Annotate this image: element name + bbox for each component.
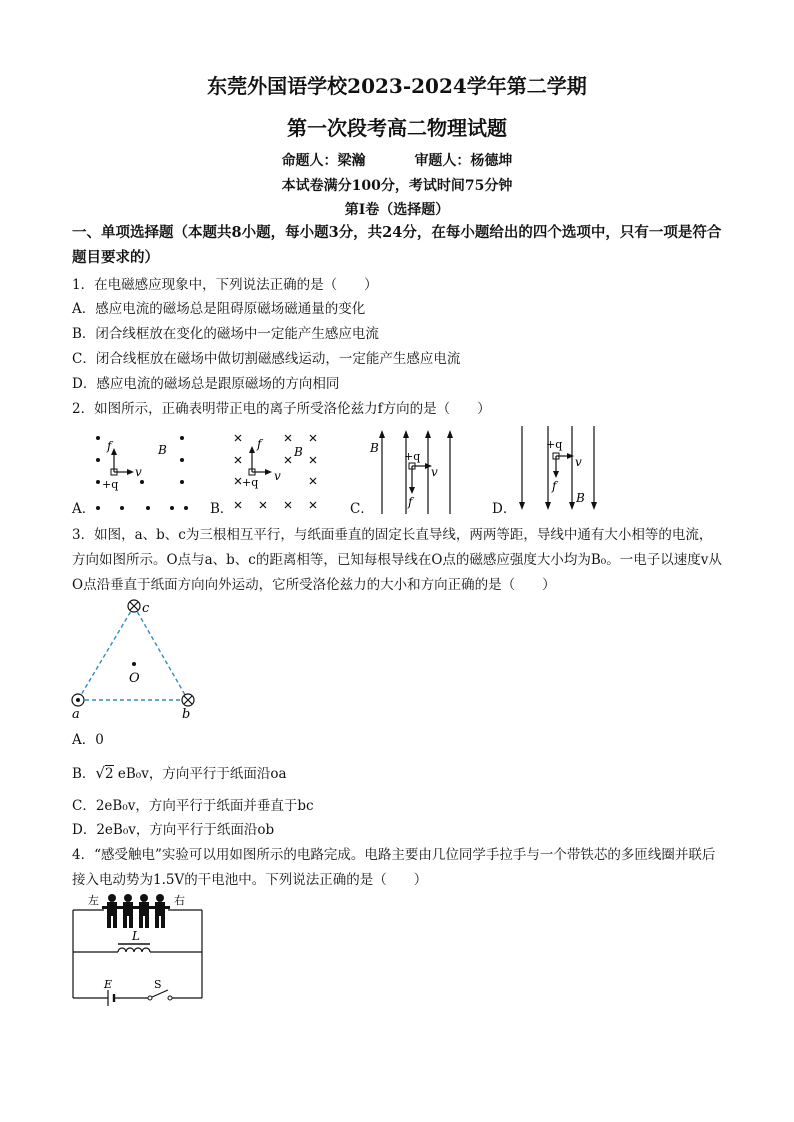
reviewer: 审题人：杨德坤 xyxy=(414,153,513,169)
q1-option-c: C．闭合线框放在磁场中做切割磁感线运动，一定能产生感应电流 xyxy=(72,351,461,367)
q2c-f-label: f xyxy=(408,495,413,509)
q3-option-c: C．2eB₀v，方向平行于纸面并垂直于bc xyxy=(72,798,314,814)
q4-left-label: 左 xyxy=(88,894,99,907)
q4-l-label: L xyxy=(132,929,140,943)
q4-stem: 4．“感受触电”实验可以用如图所示的电路完成。电路主要由几位同学手拉手与一个带铁芯的多匝线圈并联后接入电动势为1.5V的干电池中。下列说法正确的是（ ） xyxy=(72,847,716,888)
q2c-b-label: B xyxy=(370,441,379,455)
q3-option-d: D．2eB₀v，方向平行于纸面沿ob xyxy=(72,822,275,838)
q2d-b-label: B xyxy=(576,491,585,505)
q3-option-b xyxy=(72,762,287,782)
students-figure xyxy=(102,894,170,928)
q2d-q-label: +q xyxy=(546,438,563,451)
q2-diagram-c xyxy=(368,424,468,516)
q4-e-label: E xyxy=(104,978,113,991)
q3-c-label: c xyxy=(142,601,150,616)
q4-s-label: S xyxy=(154,978,162,991)
q2a-q-label: +q xyxy=(102,478,119,491)
sqrt-radicand: 2 xyxy=(104,766,114,782)
q4-right-label: 右 xyxy=(174,894,185,907)
q2-stem: 2．如图所示，正确表明带正电的离子所受洛伦兹力f方向的是（ ） xyxy=(72,401,491,417)
q2a-f-label: f xyxy=(107,439,112,453)
q4-circuit-diagram xyxy=(70,890,210,1008)
q2d-f-label: f xyxy=(552,479,557,493)
q2b-q-label: +q xyxy=(242,476,259,489)
q1-option-b: B．闭合线框放在变化的磁场中一定能产生感应电流 xyxy=(72,326,379,342)
q3-stem: 3．如图，a、b、c为三根相互平行，与纸面垂直的固定长直导线，两两等距，导线中通有大小相等的电流，方向如图所示。O点与a、b、c的距离相等，已知每根导线在O点的磁感应强度大小均为B₀。一电子以速度v从O点沿垂直于纸面方向向外运动，它所受洛伦兹力的大小和方向正确的是（ ） xyxy=(72,527,722,593)
section-heading: 一、单项选择题（本题共8小题，每小题3分，共24分，在每小题给出的四个选项中，只有一项是符合题目要求的） xyxy=(72,224,722,266)
volume-heading: 第I卷（选择题） xyxy=(344,202,450,218)
q2-option-d-label: D． xyxy=(492,501,517,517)
q2-diagram-b xyxy=(230,428,330,516)
exam-title-line2: 第一次段考高二物理试题 xyxy=(287,116,507,140)
q2-diagram-a xyxy=(90,428,200,516)
setter: 命题人：梁瀚 xyxy=(281,153,366,169)
q2a-b-label: B xyxy=(158,443,167,457)
q1-option-d: D．感应电流的磁场总是跟原磁场的方向相同 xyxy=(72,376,340,392)
q2c-q-label: +q xyxy=(404,450,421,463)
sqrt-symbol: √ xyxy=(95,764,105,782)
q3-option-a: A．0 xyxy=(72,732,104,748)
q3-option-b-prefix: B． xyxy=(72,766,96,782)
q1-stem: 1．在电磁感应现象中，下列说法正确的是（ ） xyxy=(72,277,378,293)
q2b-f-label: f xyxy=(257,437,262,451)
exam-title-line1: 东莞外国语学校2023-2024学年第二学期 xyxy=(207,74,587,98)
exam-note: 本试卷满分100分，考试时间75分钟 xyxy=(281,178,513,194)
q2-option-c-label: C． xyxy=(350,501,374,517)
q2d-v-label: v xyxy=(575,455,582,469)
q3-o-label: O xyxy=(129,671,140,686)
q2b-b-label: B xyxy=(294,445,303,459)
q3-triangle-diagram xyxy=(62,596,212,724)
q2a-v-label: v xyxy=(135,465,142,479)
q2-diagram-d xyxy=(510,424,610,516)
q1-option-a: A．感应电流的磁场总是阻碍原磁场磁通量的变化 xyxy=(72,301,366,317)
q2-option-a-label: A． xyxy=(72,501,96,517)
authors-line xyxy=(0,150,794,170)
q2-option-b-label: B． xyxy=(210,501,234,517)
q2c-v-label: v xyxy=(431,465,438,479)
q3-option-b-text: eB₀v，方向平行于纸面沿oa xyxy=(117,766,287,782)
q2b-v-label: v xyxy=(274,469,281,483)
q3-b-label: b xyxy=(182,707,191,722)
q3-a-label: a xyxy=(72,707,80,722)
